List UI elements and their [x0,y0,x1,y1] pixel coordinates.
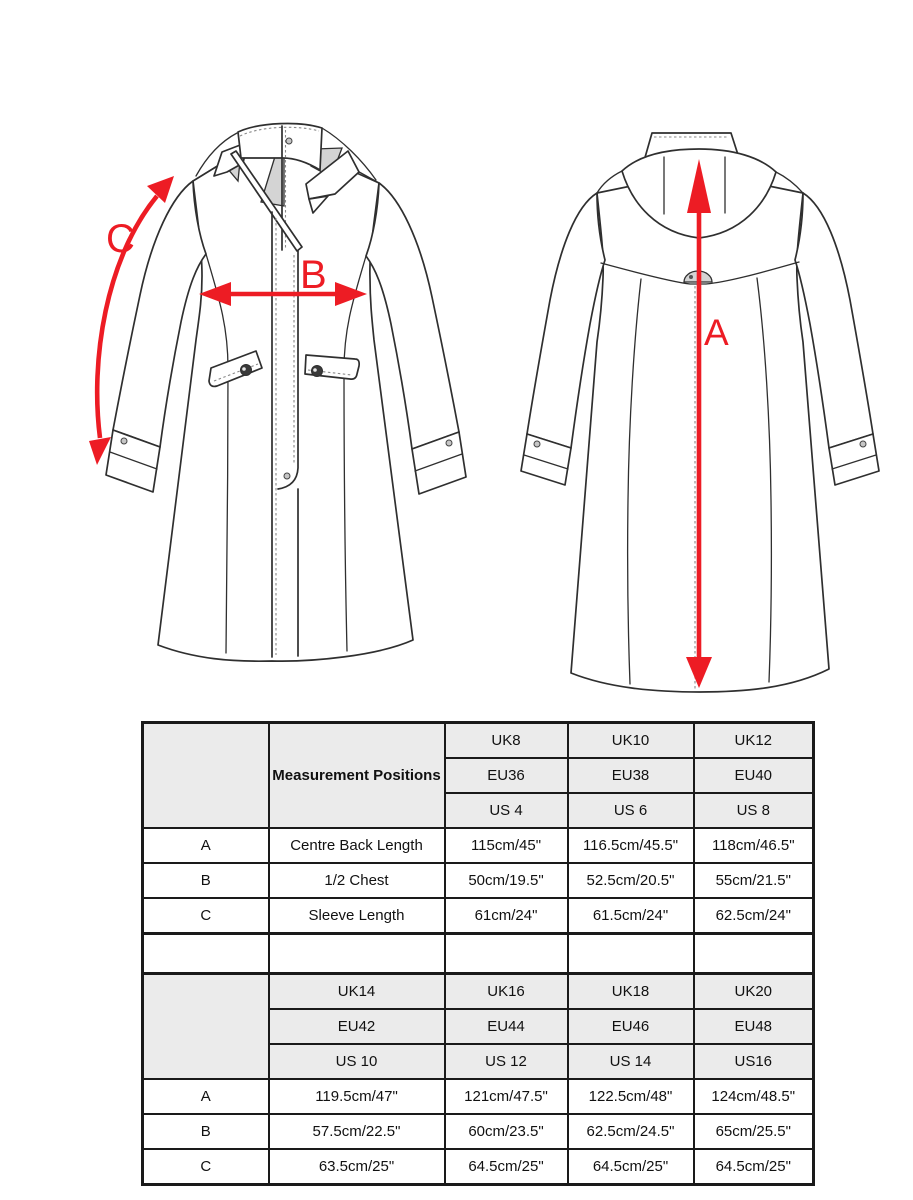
measurement-positions-header: Measurement Positions [269,723,445,829]
measurement-label-b: B [300,253,327,297]
size-header-cell: US16 [694,1044,814,1079]
size-header-cell: EU42 [269,1009,445,1044]
measurement-row [143,898,814,934]
measurement-value-cell: 119.5cm/47" [269,1079,445,1114]
measurement-row [143,1079,814,1114]
size-header-cell: EU38 [568,758,694,793]
size-chart [141,721,815,1186]
measurement-value-cell: 122.5cm/48" [568,1079,694,1114]
size-header-cell: UK14 [269,974,445,1010]
size-header-cell: UK12 [694,723,814,759]
size-header-row [143,974,814,1010]
measurement-letter-cell: C [143,1149,269,1185]
measurement-value-cell: 61.5cm/24" [568,898,694,934]
size-header-cell: US 10 [269,1044,445,1079]
size-header-cell: UK16 [445,974,568,1010]
placket-snap [284,473,290,479]
measurement-value-cell: 55cm/21.5" [694,863,814,898]
cuff-button [860,441,866,447]
measurement-value-cell: 64.5cm/25" [694,1149,814,1185]
measurement-row [143,1114,814,1149]
spacer-cell [143,934,269,974]
measurement-row [143,828,814,863]
spacer-cell [445,934,568,974]
measurement-letter-cell: A [143,1079,269,1114]
cuff-button [121,438,127,444]
size-header-cell: EU44 [445,1009,568,1044]
corner-cell [143,974,269,1080]
measurement-label-c: C [106,217,135,261]
size-chart-table [141,721,815,1186]
measurement-value-cell: 118cm/46.5" [694,828,814,863]
size-header-cell: US 14 [568,1044,694,1079]
size-header-cell: EU48 [694,1009,814,1044]
measurement-value-cell: 52.5cm/20.5" [568,863,694,898]
measurement-letter-cell: B [143,863,269,898]
measurement-letter-cell: C [143,898,269,934]
size-header-cell: EU36 [445,758,568,793]
spacer-row [143,934,814,974]
measurement-position-cell: Centre Back Length [269,828,445,863]
cuff-button [446,440,452,446]
size-header-cell: EU40 [694,758,814,793]
size-chart-body [143,723,814,1185]
measurement-value-cell: 124cm/48.5" [694,1079,814,1114]
measurement-value-cell: 61cm/24" [445,898,568,934]
measurement-value-cell: 50cm/19.5" [445,863,568,898]
spacer-cell [568,934,694,974]
size-header-cell: US 4 [445,793,568,828]
size-header-row [143,723,814,759]
measurement-letter-cell: A [143,828,269,863]
front-view-drawing [106,123,466,661]
size-header-cell: UK10 [568,723,694,759]
pocket-button [312,366,323,377]
measurement-value-cell: 62.5cm/24" [694,898,814,934]
measurement-value-cell: 57.5cm/22.5" [269,1114,445,1149]
size-header-cell: EU46 [568,1009,694,1044]
measurement-value-cell: 121cm/47.5" [445,1079,568,1114]
spacer-cell [269,934,445,974]
measurement-value-cell: 64.5cm/25" [445,1149,568,1185]
measurement-value-cell: 115cm/45" [445,828,568,863]
size-header-cell: US 12 [445,1044,568,1079]
size-header-cell: UK20 [694,974,814,1010]
pocket-button [241,365,252,376]
cuff-button [534,441,540,447]
size-header-cell: UK8 [445,723,568,759]
size-header-cell: UK18 [568,974,694,1010]
size-header-cell: US 8 [694,793,814,828]
measurement-value-cell: 63.5cm/25" [269,1149,445,1185]
measurement-value-cell: 60cm/23.5" [445,1114,568,1149]
size-header-cell: US 6 [568,793,694,828]
measurement-label-a: A [704,312,729,353]
measurement-value-cell: 64.5cm/25" [568,1149,694,1185]
measurement-value-cell: 65cm/25.5" [694,1114,814,1149]
measurement-value-cell: 62.5cm/24.5" [568,1114,694,1149]
measurement-value-cell: 116.5cm/45.5" [568,828,694,863]
collar-snap [286,138,292,144]
measurement-letter-cell: B [143,1114,269,1149]
measurement-position-cell: Sleeve Length [269,898,445,934]
corner-cell [143,723,269,829]
measurement-position-cell: 1/2 Chest [269,863,445,898]
spacer-cell [694,934,814,974]
measurement-row [143,1149,814,1185]
measurement-row [143,863,814,898]
